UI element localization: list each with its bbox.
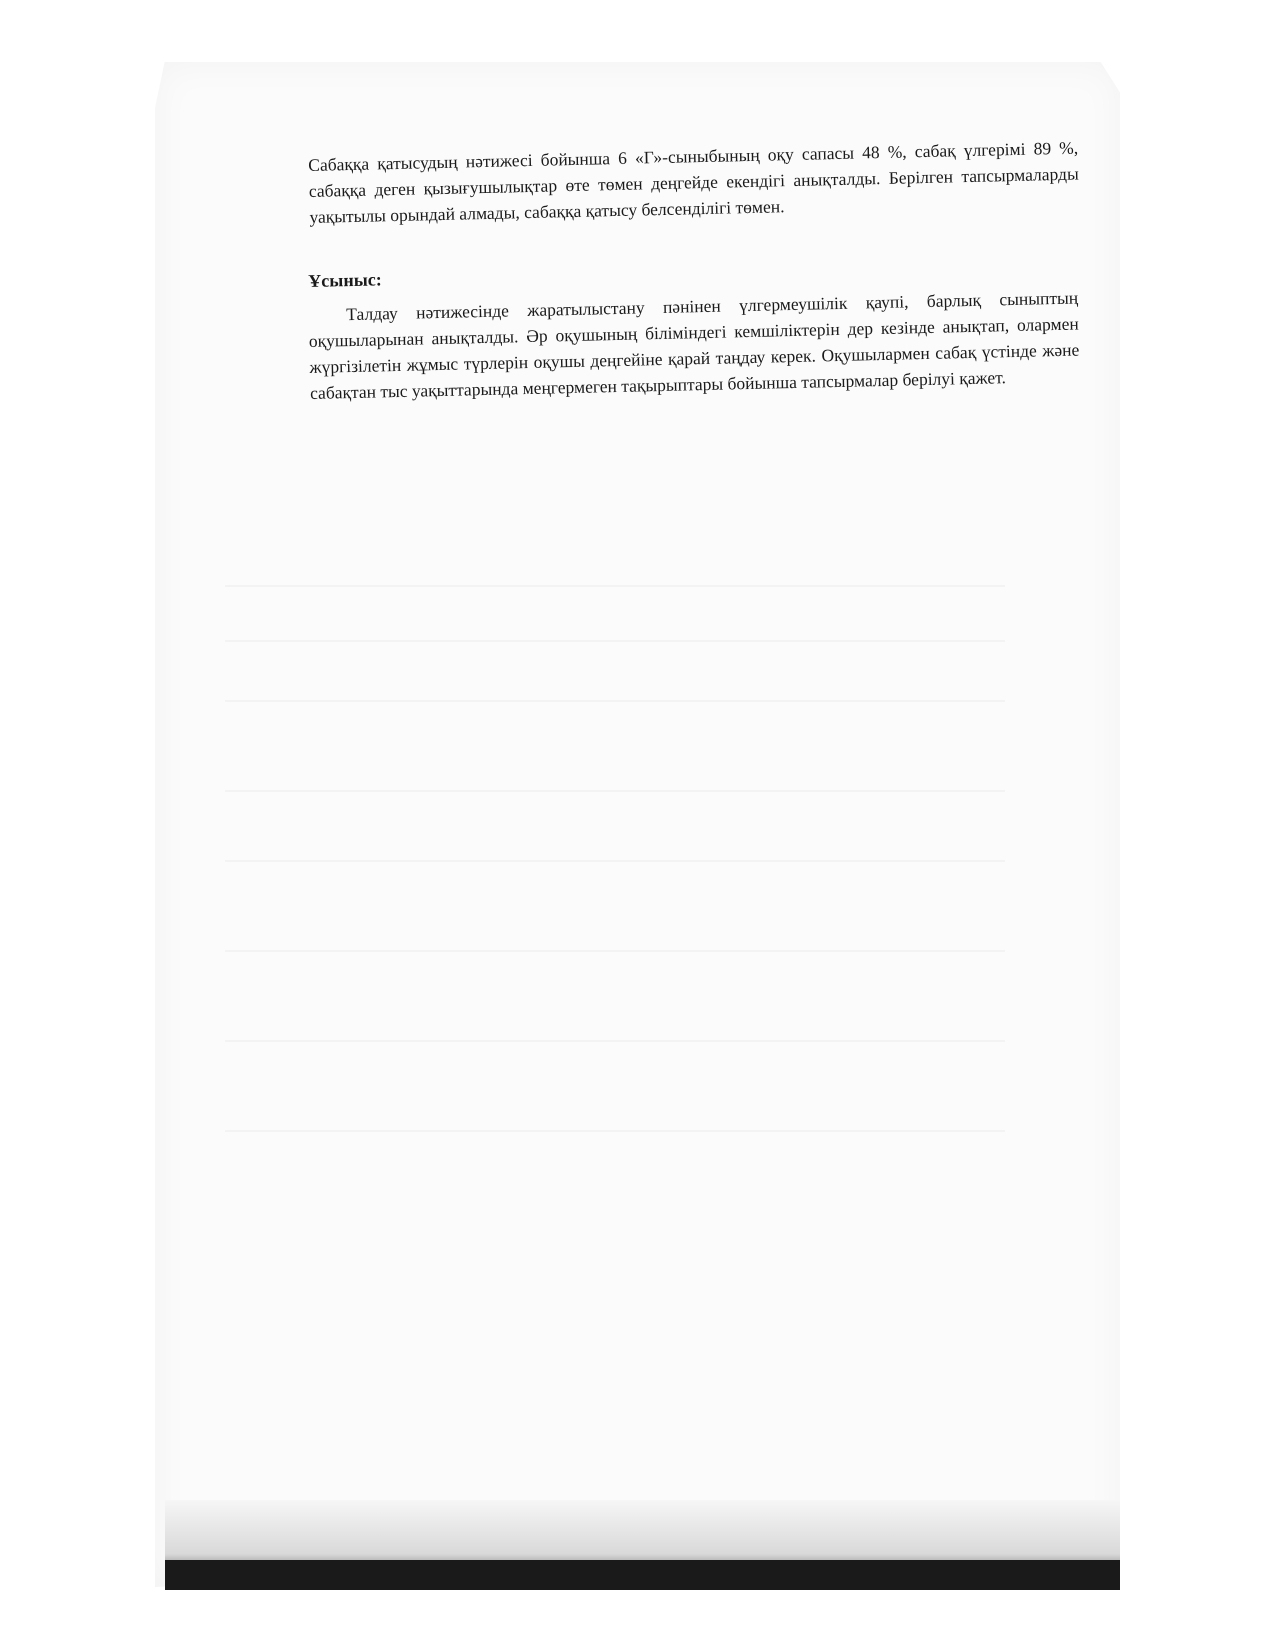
recommendation-paragraph (308, 285, 1080, 406)
bleed-through-line (225, 585, 1005, 587)
bleed-through-line (225, 860, 1005, 862)
bleed-through-line (225, 950, 1005, 952)
bleed-through-line (225, 700, 1005, 702)
bleed-through-line (225, 1130, 1005, 1132)
recommendation-heading-text: Ұсыныс: (308, 269, 382, 291)
page-bottom-edge (165, 1560, 1120, 1590)
recommendation-text: Талдау нәтижесінде жаратылыстану пәнінен үлгермеушілік қаупі, барлық сыныптың оқушыларынан анықталды. Әр оқушының біліміндегі кемшіліктерін дер кезінде анықтап, олармен жүргізілетін жұмыс түрлерін оқушы деңгейіне қарай таңдау керек. Оқушылармен сабақ үстінде және сабақтан тыс уақыттарында меңгермеген тақырыптары бойынша тапсырмалар берілуі қажет. (308, 287, 1080, 403)
bleed-through-line (225, 790, 1005, 792)
bleed-through-line (225, 1040, 1005, 1042)
bleed-through-line (225, 640, 1005, 642)
summary-text: Сабаққа қатысудың нәтижесі бойынша 6 «Г»-сыныбының оқу сапасы 48 %, сабақ үлгерімі 89 %, сабаққа деген қызығушылықтар өте төмен деңгейде екендігі анықталды. Берілген тапсырмаларды уақытылы орындай алмады, сабаққа қатысу белсенділігі төмен. (308, 137, 1079, 227)
